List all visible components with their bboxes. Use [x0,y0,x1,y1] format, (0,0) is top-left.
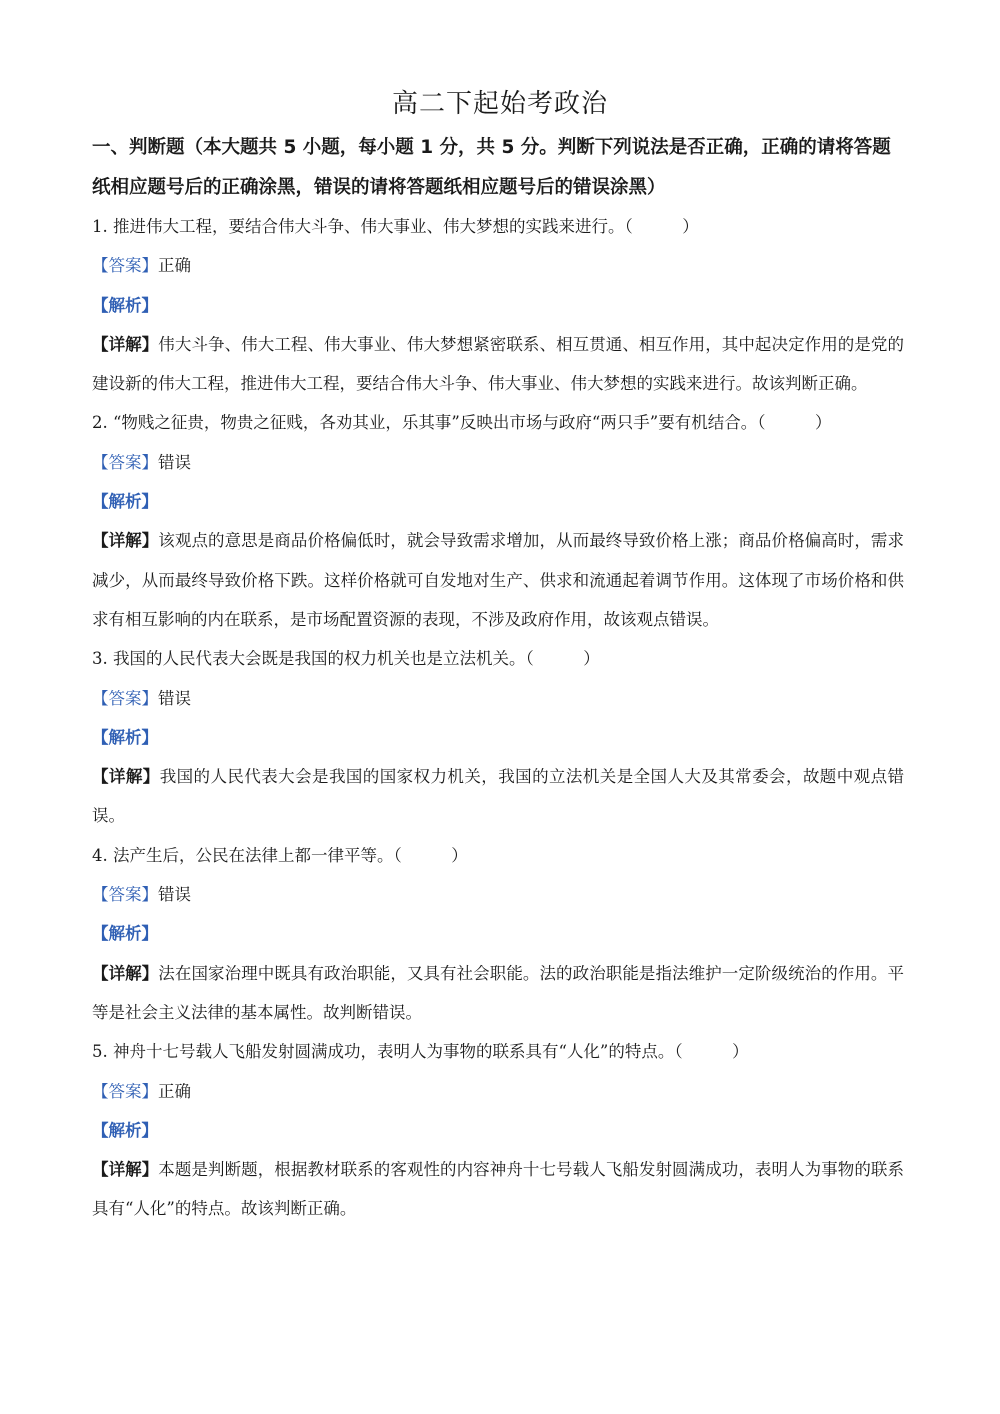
detail-text: 法在国家治理中既具有政治职能，又具有社会职能。法的政治职能是指法维护一定阶级统治的作用。平等是社会主义法律的基本属性。故判断错误。 [92,963,905,1022]
question-block-3 [92,639,904,835]
question-block-1 [92,207,904,403]
detail-tag: 【详解】 [92,531,159,551]
answer-tag: 【答案】 [92,452,158,472]
analysis-line [92,1111,904,1150]
page-title: 高二下起始考政治 [391,89,608,119]
answer-tag: 【答案】 [92,1081,158,1101]
question-stem: 4. 法产生后，公民在法律上都一律平等。（ ） [92,845,468,865]
answer-line [92,875,904,914]
question-block-4 [92,836,904,1032]
question-block-2 [92,403,904,639]
analysis-line [92,482,904,521]
answer-value: 正确 [158,1081,191,1101]
answer-tag: 【答案】 [92,256,158,276]
detail-tag: 【详解】 [92,963,159,983]
detail-paragraph [92,757,904,836]
question-block-5 [92,1032,904,1228]
analysis-line [92,286,904,325]
detail-text: 伟大斗争、伟大工程、伟大事业、伟大梦想紧密联系、相互贯通、相互作用，其中起决定作用的是党的建设新的伟大工程，推进伟大工程，要结合伟大斗争、伟大事业、伟大梦想的实践来进行。故该判断正确。 [92,334,905,394]
answer-tag: 【答案】 [92,688,158,708]
answer-line [92,443,904,482]
answer-value: 正确 [158,256,191,276]
analysis-tag: 【解析】 [92,295,158,315]
detail-tag: 【详解】 [92,334,159,354]
analysis-tag: 【解析】 [92,1120,158,1140]
document-body [92,128,904,1229]
detail-tag: 【详解】 [92,767,160,787]
detail-paragraph [92,325,904,404]
answer-tag: 【答案】 [92,885,158,905]
question-stem: 1. 推进伟大工程，要结合伟大斗争、伟大事业、伟大梦想的实践来进行。（ ） [92,217,699,236]
analysis-tag: 【解析】 [92,924,158,944]
analysis-line [92,718,904,757]
answer-value: 错误 [158,688,191,708]
detail-paragraph [92,1150,904,1229]
answer-value: 错误 [158,452,191,472]
analysis-line [92,914,904,953]
answer-line [92,1072,904,1111]
detail-paragraph [92,521,904,639]
answer-value: 错误 [158,885,191,905]
question-stem: 3. 我国的人民代表大会既是我国的权力机关也是立法机关。（ ） [92,649,600,669]
detail-paragraph [92,954,904,1033]
detail-text: 我国的人民代表大会是我国的国家权力机关，我国的立法机关是全国人大及其常委会，故题中观点错误。 [92,767,905,826]
analysis-tag: 【解析】 [92,727,158,747]
detail-text: 本题是判断题，根据教材联系的客观性的内容神舟十七号载人飞船发射圆满成功，表明人为事物的联系具有“人化”的特点。故该判断正确。 [92,1160,905,1219]
question-stem: 2. “物贱之征贵，物贵之征贱，各劝其业，乐其事”反映出市场与政府“两只手”要有机结合。（ ） [92,413,832,433]
answer-line [92,679,904,718]
answer-line [92,246,904,285]
analysis-tag: 【解析】 [92,492,158,512]
detail-tag: 【详解】 [92,1160,159,1180]
question-stem: 5. 神舟十七号载人飞船发射圆满成功，表明人为事物的联系具有“人化”的特点。（ ） [92,1042,749,1062]
section-heading: 一、判断题（本大题共 5 小题，每小题 1 分，共 5 分。判断下列说法是否正确，正确的请将答题纸相应题号后的正确涂黑，错误的请将答题纸相应题号后的错误涂黑） [92,137,891,198]
detail-text: 该观点的意思是商品价格偏低时，就会导致需求增加，从而最终导致价格上涨；商品价格偏高时，需求减少，从而最终导致价格下跌。这样价格就可自发地对生产、供求和流通起着调节作用。这体现了市场价格和供求有相互影响的内在联系，是市场配置资源的表现，不涉及政府作用，故该观点错误。 [92,531,905,629]
